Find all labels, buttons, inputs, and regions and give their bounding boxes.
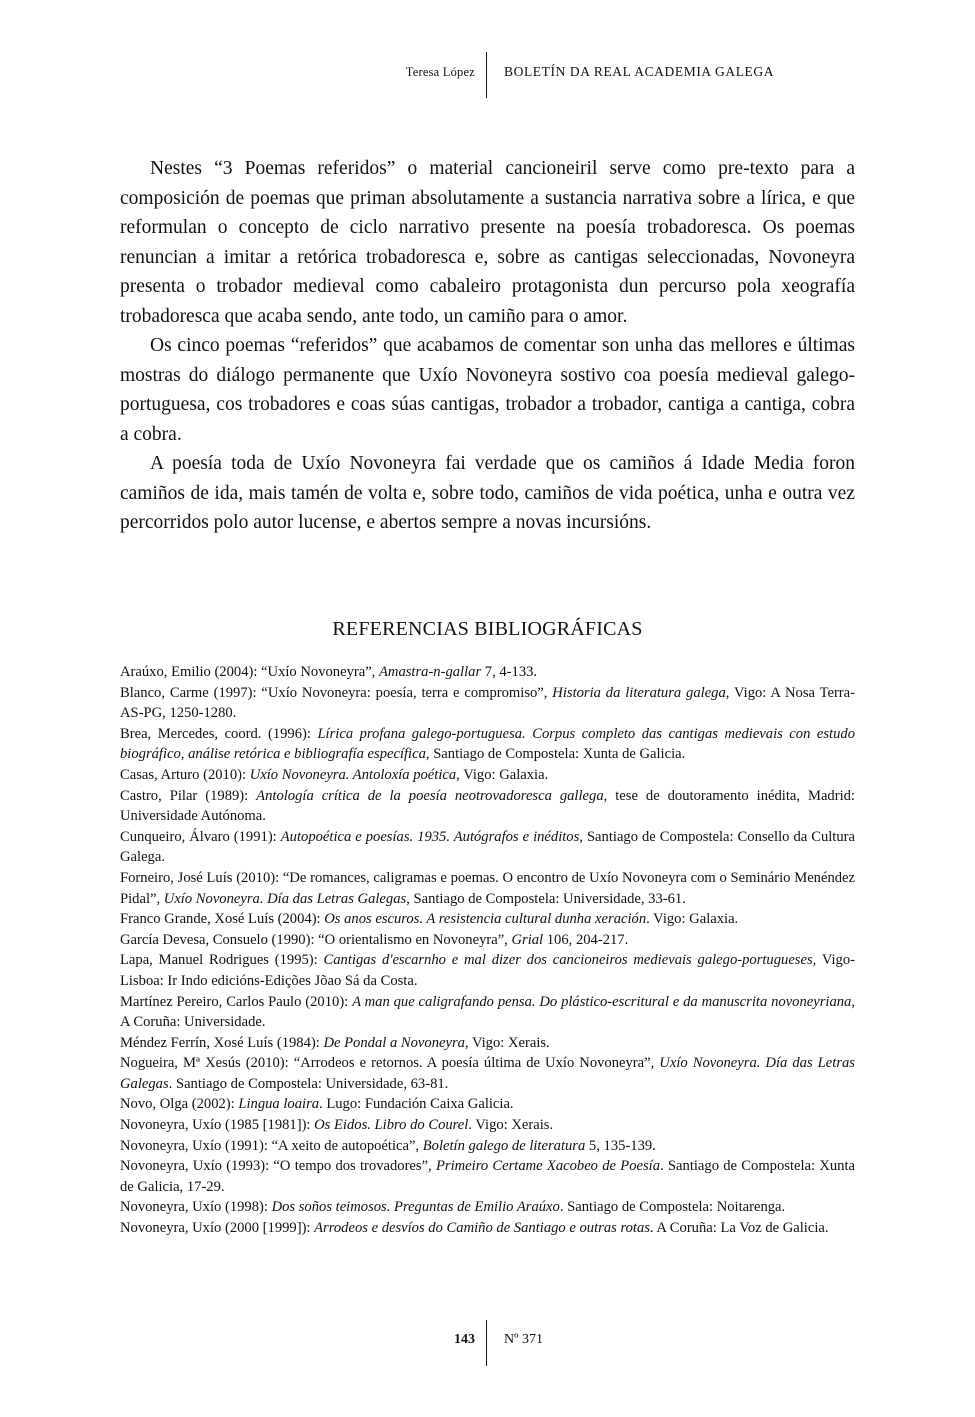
reference-text: Novoneyra, Uxío (2000 [1999]):	[120, 1220, 315, 1237]
references-heading: REFERENCIAS BIBLIOGRÁFICAS	[332, 618, 643, 640]
reference-text: Lapa, Manuel Rodrigues (1995):	[120, 952, 324, 969]
reference-item	[120, 662, 855, 683]
reference-text: , Vigo: A Nosa Terra-AS-PG, 1250-1280.	[120, 684, 856, 722]
reference-text: Casas, Arturo (2010):	[120, 766, 250, 783]
header-author: Teresa López	[405, 65, 475, 79]
reference-title: Cantigas d'escarnho e mal dizer dos cancioneiros medievais galego-portugueses	[323, 952, 813, 969]
reference-text: , Santiago de Compostela: Consello da Cultura Galega.	[120, 828, 855, 866]
reference-title: Os Eidos. Libro do Courel	[314, 1117, 469, 1134]
reference-title: Boletín galego de literatura	[422, 1137, 586, 1154]
reference-title: Uxío Novoneyra. Día das Letras Galegas	[120, 1055, 855, 1092]
reference-title: Amastra-n-gallar	[378, 664, 482, 680]
reference-text: 7, 4-133.	[481, 664, 538, 680]
reference-item	[120, 868, 855, 909]
reference-text: . Lugo: Fundación Caixa Galicia.	[319, 1096, 514, 1113]
reference-text: 5, 135-139.	[585, 1137, 656, 1154]
reference-text: , Santiago de Compostela: Xunta de Galicia.	[425, 746, 686, 763]
reference-title: Primeiro Certame Xacobeo de Poesía	[435, 1158, 661, 1175]
reference-title: Arrodeos e desvíos do Camiño de Santiago e outras rotas	[314, 1220, 650, 1237]
page-footer	[0, 1320, 975, 1370]
reference-text: . Santiago de Compostela: Noitarenga.	[559, 1199, 786, 1216]
reference-text: . Vigo: Galaxia.	[646, 911, 739, 928]
reference-item	[120, 930, 855, 951]
body-text	[120, 154, 855, 538]
reference-item	[120, 827, 855, 868]
reference-item	[120, 683, 855, 724]
reference-text: Araúxo, Emilio (2004): “Uxío Novoneyra”,	[120, 664, 379, 680]
body-paragraph: Os cinco poemas “referidos” que acabamos de comentar son unha das mellores e últimas mostras do diálogo permanente que Uxío Novoneyra sostivo coa poesía medieval galego-portuguesa, cos trobadores e coas súas cantigas, trobador a trobador, cantiga a cantiga, cobra a cobra.	[120, 335, 855, 445]
reference-item	[120, 765, 855, 786]
page-number: 143	[454, 1332, 475, 1347]
reference-text: Castro, Pilar (1989):	[120, 787, 257, 804]
reference-text: Novoneyra, Uxío (1998):	[120, 1199, 272, 1216]
reference-title: Uxío Novoneyra. Día das Letras Galegas	[163, 890, 407, 907]
reference-item	[120, 786, 855, 827]
reference-text: , tese de doutoramento inédita, Madrid: Universidade Autónoma.	[120, 787, 855, 825]
reference-text: Novoneyra, Uxío (1993): “O tempo dos trovadores”,	[120, 1158, 436, 1175]
reference-item	[120, 724, 855, 765]
issue-number: Nº 371	[504, 1332, 543, 1347]
reference-text: Novo, Olga (2002):	[120, 1096, 239, 1113]
reference-text: . A Coruña: La Voz de Galicia.	[649, 1220, 829, 1237]
reference-text: , Vigo: Galaxia.	[456, 766, 549, 783]
reference-item	[120, 1033, 855, 1054]
reference-text: Brea, Mercedes, coord. (1996):	[120, 725, 318, 742]
reference-item	[120, 1218, 855, 1239]
reference-text: Méndez Ferrín, Xosé Luís (1984):	[120, 1034, 324, 1051]
reference-item	[120, 1136, 855, 1157]
reference-item	[120, 950, 855, 991]
reference-text: Novoneyra, Uxío (1985 [1981]):	[120, 1117, 315, 1134]
reference-text: Forneiro, José Luís (2010): “De romances, caligramas e poemas. O encontro de Uxío Novoneyra com o Seminário Menéndez Pidal”,	[120, 869, 855, 907]
reference-text: . Santiago de Compostela: Xunta de Galicia, 17-29.	[120, 1158, 856, 1195]
reference-title: Autopoética e poesías. 1935. Autógrafos e inéditos	[280, 828, 580, 845]
reference-item	[120, 1094, 855, 1115]
reference-title: Grial	[511, 931, 544, 948]
header-divider	[486, 52, 487, 98]
reference-text: , Vigo-Lisboa: Ir Indo edicións-Edições Jõao Sá da Costa.	[120, 952, 855, 989]
reference-title: Historia da literatura galega	[552, 684, 726, 701]
reference-title: Antología crítica de la poesía neotrovadoresca gallega	[256, 787, 604, 804]
reference-title: Uxío Novoneyra. Antoloxía poética	[249, 766, 457, 783]
reference-item	[120, 909, 855, 930]
references-list	[120, 662, 855, 1239]
reference-item	[120, 992, 855, 1033]
body-paragraph: A poesía toda de Uxío Novoneyra fai verdade que os camiños á Idade Media foron camiños de ida, mais tamén de volta e, sobre todo, camiños de vida poética, unha e outra vez percorridos polo autor lucense, e abertos sempre a novas incursións.	[120, 453, 855, 533]
reference-text: Novoneyra, Uxío (1991): “A xeito de autopoética”,	[120, 1137, 423, 1154]
running-header	[0, 50, 975, 100]
reference-title: A man que caligrafando pensa. Do plástico-escritural e da manuscrita novoneyriana	[352, 993, 852, 1010]
reference-text: 106, 204-217.	[543, 931, 629, 948]
footer-divider	[486, 1320, 487, 1366]
reference-text: Nogueira, Mª Xesús (2010): “Arrodeos e retornos. A poesía última de Uxío Novoneyra”,	[120, 1055, 660, 1072]
reference-item	[120, 1197, 855, 1218]
reference-title: Lírica profana galego-portuguesa. Corpus completo das cantigas medievais con estudo biográfico, análise retórica e bibliografía específica	[120, 725, 855, 763]
reference-text: Blanco, Carme (1997): “Uxío Novoneyra: poesía, terra e compromiso”,	[120, 684, 553, 701]
reference-title: Dos soños teimosos. Preguntas de Emilio Araúxo	[271, 1199, 560, 1216]
reference-text: Cunqueiro, Álvaro (1991):	[120, 828, 281, 845]
reference-text: . Vigo: Xerais.	[468, 1117, 554, 1134]
reference-text: , Vigo: Xerais.	[464, 1034, 550, 1051]
reference-text: García Devesa, Consuelo (1990): “O orientalismo en Novoneyra”,	[120, 931, 512, 948]
reference-item	[120, 1156, 855, 1197]
reference-text: . Santiago de Compostela: Universidade, 63-81.	[168, 1075, 449, 1092]
reference-text: , Santiago de Compostela: Universidade, 33-61.	[406, 890, 686, 907]
reference-item	[120, 1115, 855, 1136]
reference-text: Martínez Pereiro, Carlos Paulo (2010):	[120, 993, 353, 1010]
reference-title: Os anos escuros. A resistencia cultural dunha xeración	[324, 911, 647, 928]
reference-title: Lingua loaira	[238, 1096, 320, 1113]
reference-title: De Pondal a Novoneyra	[323, 1034, 465, 1051]
reference-text: , A Coruña: Universidade.	[120, 993, 856, 1031]
reference-text: Franco Grande, Xosé Luís (2004):	[120, 911, 325, 928]
header-journal-title: BOLETÍN DA REAL ACADEMIA GALEGA	[504, 64, 775, 79]
body-paragraph: Nestes “3 Poemas referidos” o material cancioneiril serve como pre-texto para a composición de poemas que priman absolutamente a sustancia narrativa sobre a lírica, e que reformulan o concepto de ciclo narrativo presente na poesía trobadoresca. Os poemas renuncian a imitar a retórica trobadoresca e, sobre as cantigas seleccionadas, Novoneyra presenta o trobador medieval como cabaleiro protagonista dun percurso pola xeografía trobadoresca que acaba sendo, ante todo, un camiño para o amor.	[120, 158, 855, 327]
reference-item	[120, 1053, 855, 1094]
